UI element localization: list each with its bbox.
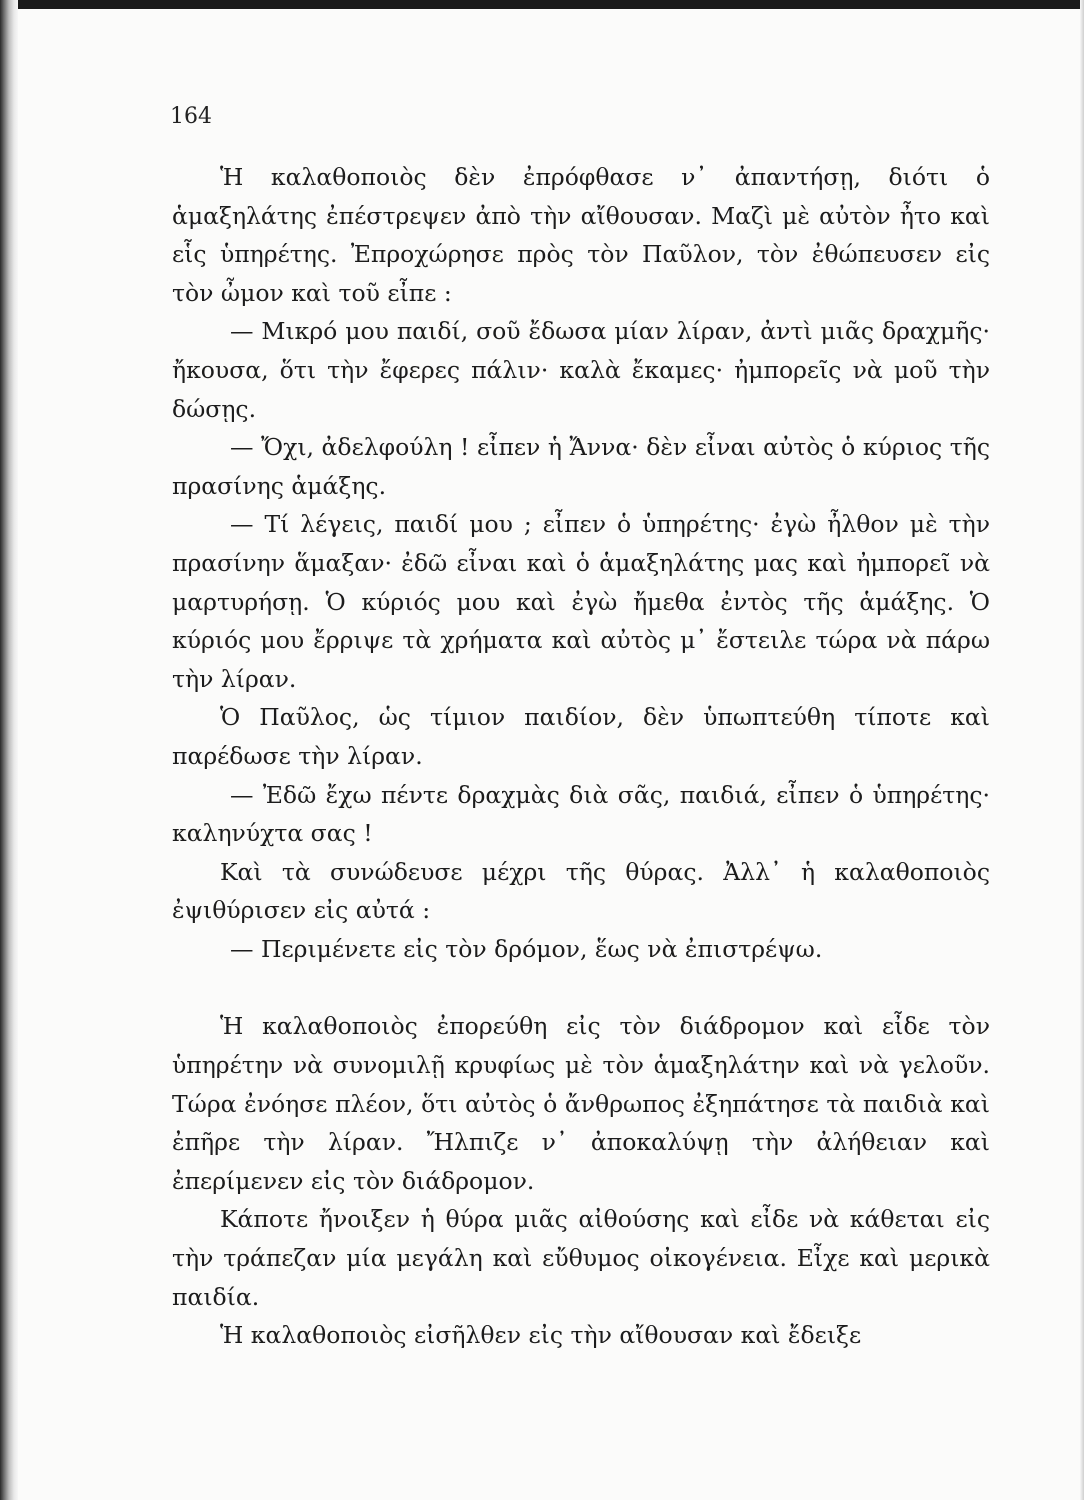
page-right-edge xyxy=(1080,0,1084,1500)
paragraph-dialog: — Περιμένετε εἰς τὸν δρόμον, ἕως νὰ ἐπιστρέψω. xyxy=(230,934,823,963)
book-binding-edge xyxy=(0,0,18,1500)
page-number: 164 xyxy=(170,104,212,129)
paragraph-narration: Ὁ Παῦλος, ὡς τίμιον παιδίον, δὲν ὑπωπτεύθη τίποτε καὶ παρέδωσε τὴν λίραν. xyxy=(172,703,990,770)
paragraph-narration: Ἡ καλαθοποιὸς δὲν ἐπρόφθασε ν᾽ ἀπαντήσῃ, διότι ὁ ἁμαξηλάτης ἐπέστρεψεν ἀπὸ τὴν αἴθουσαν. Μαζὶ μὲ αὐτὸν ἦτο καὶ εἷς ὑπηρέτης. Ἐπροχώρησε πρὸς τὸν Παῦλον, τὸν ἐθώπευσεν εἰς τὸν ὦμον καὶ τοῦ εἶπε : xyxy=(172,163,990,307)
paragraph-dialog: — Τί λέγεις, παιδί μου ; εἶπεν ὁ ὑπηρέτης· ἐγὼ ἦλθον μὲ τὴν πρασίνην ἅμαξαν· ἐδῶ εἶναι καὶ ὁ ἁμαξηλάτης μας καὶ ἠμπορεῖ νὰ μαρτυρήσῃ. Ὁ κύριός μου καὶ ἐγὼ ἤμεθα ἐντὸς τῆς ἁμάξης. Ὁ κύριός μου ἔρριψε τὰ χρήματα καὶ αὐτὸς μ᾽ ἔστειλε τώρα νὰ πάρω τὴν λίραν. xyxy=(172,510,990,693)
paragraph-narration: Κάποτε ἤνοιξεν ἡ θύρα μιᾶς αἰθούσης καὶ εἶδε νὰ κάθεται εἰς τὴν τράπεζαν μία μεγάλη καὶ εὔθυμος οἰκογένεια. Εἶχε καὶ μερικὰ παιδία. xyxy=(172,1205,990,1311)
paragraph-narration: Ἡ καλαθοποιὸς ἐπορεύθη εἰς τὸν διάδρομον καὶ εἶδε τὸν ὑπηρέτην νὰ συνομιλῇ κρυφίως μὲ τὸν ἁμαξηλάτην καὶ νὰ γελοῦν. Τώρα ἐνόησε πλέον, ὅτι αὐτὸς ὁ ἄνθρωπος ἐξηπάτησε τὰ παιδιὰ καὶ ἐπῆρε τὴν λίραν. Ἤλπιζε ν᾽ ἀποκαλύψῃ τὴν ἀλήθειαν καὶ ἐπερίμενεν εἰς τὸν διάδρομον. xyxy=(172,1012,990,1195)
scan-top-edge xyxy=(0,0,1084,9)
paragraph-narration: Καὶ τὰ συνώδευσε μέχρι τῆς θύρας. Ἀλλ᾽ ἡ καλαθοποιὸς ἐψιθύρισεν εἰς αὐτά : xyxy=(172,857,990,925)
section-break xyxy=(172,968,990,1007)
paragraph-dialog: — Ὄχι, ἀδελφούλη ! εἶπεν ἡ Ἄννα· δὲν εἶναι αὐτὸς ὁ κύριος τῆς πρασίνης ἁμάξης. xyxy=(172,433,990,500)
body-text xyxy=(172,158,990,1355)
paragraph-dialog: — Μικρό μου παιδί, σοῦ ἔδωσα μίαν λίραν, ἀντὶ μιᾶς δραχμῆς· ἤκουσα, ὅτι τὴν ἔφερες πάλιν· καλὰ ἔκαμες· ἠμπορεῖς νὰ μοῦ τὴν δώσῃς. xyxy=(172,317,990,423)
paragraph-dialog: — Ἐδῶ ἔχω πέντε δραχμὰς διὰ σᾶς, παιδιά, εἶπεν ὁ ὑπηρέτης· καληνύχτα σας ! xyxy=(172,780,990,848)
paragraph-narration: Ἡ καλαθοποιὸς εἰσῆλθεν εἰς τὴν αἴθουσαν καὶ ἔδειξε xyxy=(220,1321,862,1350)
